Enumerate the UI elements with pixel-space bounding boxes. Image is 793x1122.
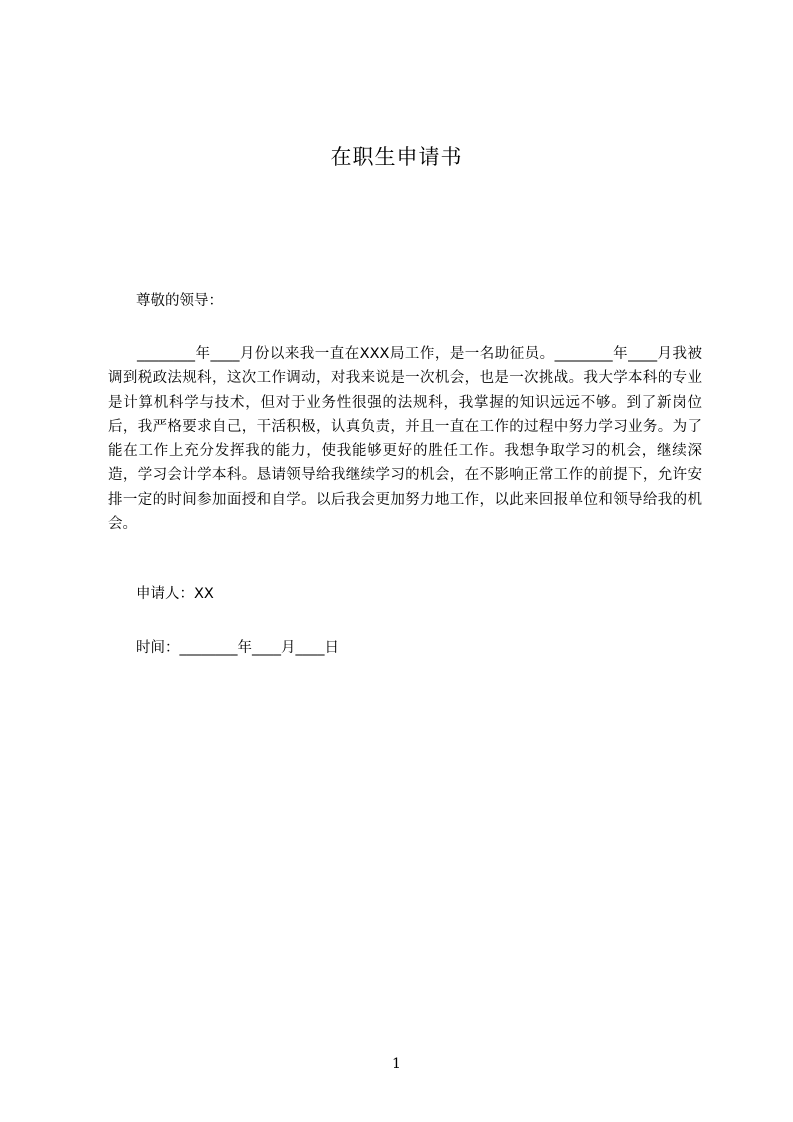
salutation: 尊敬的领导： [136, 293, 223, 309]
page-number: 1 [392, 1056, 401, 1072]
page-title: 在职生申请书 [330, 145, 463, 169]
date-line: 时间：________年____月____日 [136, 640, 339, 656]
applicant-line: 申请人：XX [136, 586, 214, 602]
body-paragraph: ________年____月份以来我一直在XXX局工作，是一名助征员。________年____月我被调到税政法规科，这次工作调动，对我来说是一次机会，也是一次挑战。我大学本科的专业是计算机科学与技术，但对于业务性很强的法规科，我掌握的知识远远不够。到了新岗位后，我严格要求自己，干活积极，认真负责，并且一直在工作的过程中努力学习业务。为了能在工作上充分发挥我的能力，使我能够更好的胜任工作。我想争取学习的机会，继续深造，学习会计学本科。恳请领导给我继续学习的机会，在不影响正常工作的前提下，允许安排一定的时间参加面授和自学。以后我会更加努力地工作，以此来回报单位和领导给我的机会。 [108, 346, 702, 533]
